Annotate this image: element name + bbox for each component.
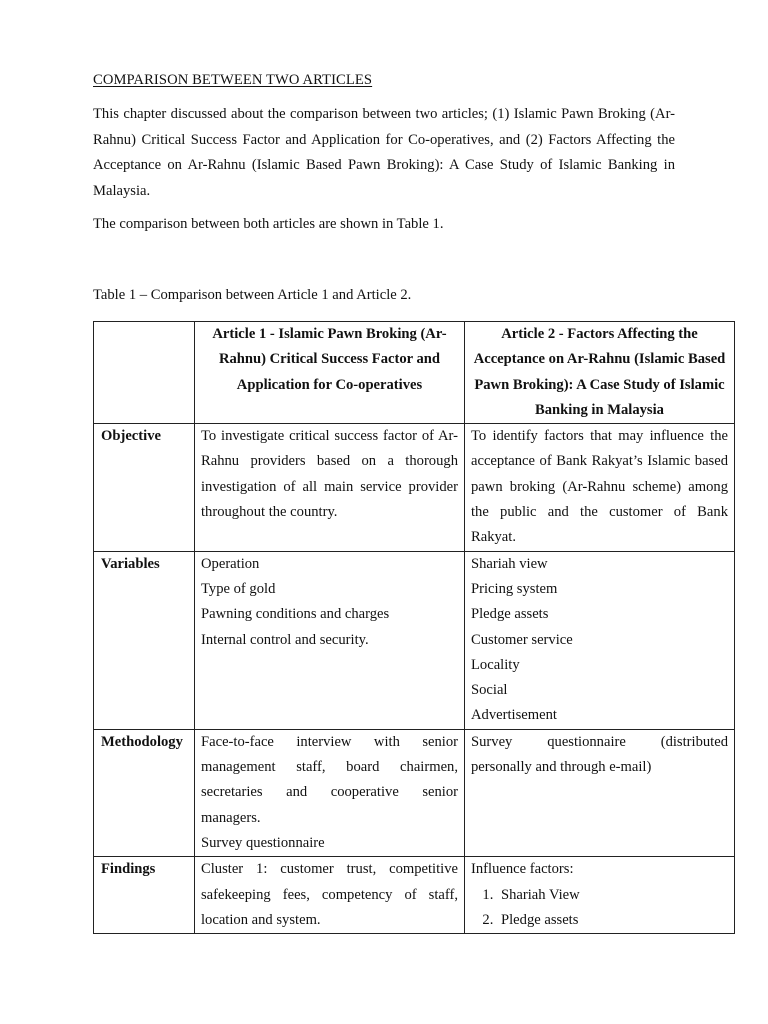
variable-item: Type of gold (201, 580, 276, 597)
variable-item: Customer service (471, 631, 573, 648)
comparison-table (93, 321, 735, 934)
row-label-methodology: Methodology (94, 729, 195, 856)
variable-item: Operation (201, 555, 260, 572)
row-label-findings: Findings (94, 857, 195, 934)
table-row-objective (94, 424, 735, 551)
methodology-article-1 (195, 729, 465, 856)
variable-item: Shariah view (471, 555, 548, 572)
variable-item: Pawning conditions and charges (201, 606, 390, 623)
header-article-1: Article 1 - Islamic Pawn Broking (Ar-Rahnu) Critical Success Factor and Application for Co-operatives (195, 322, 465, 424)
list-item: 1. Shariah View (497, 883, 728, 908)
objective-article-1: To investigate critical success factor of Ar-Rahnu providers based on a thorough investigation of all main service provider throughout the country. (195, 424, 465, 551)
variables-article-1 (195, 551, 465, 729)
intro-paragraph: This chapter discussed about the comparison between two articles; (1) Islamic Pawn Broking (Ar-Rahnu) Critical Success Factor and Application for Co-operatives, and (2) Factors Affecting the Acceptance on Ar-Rahnu (Islamic Based Pawn Broking): A Case Study of Islamic Banking in Malaysia. (93, 106, 675, 199)
methodology-article-2: Survey questionnaire (distributed personally and through e-mail) (465, 729, 735, 856)
variable-item: Locality (471, 656, 520, 673)
table-row-variables (94, 551, 735, 729)
table-reference-sentence: The comparison between both articles are shown in Table 1. (93, 216, 444, 232)
findings-article-1: Cluster 1: customer trust, competitive safekeeping fees, competency of staff, location and system. (195, 857, 465, 934)
variables-article-2 (465, 551, 735, 729)
table-caption: Table 1 – Comparison between Article 1 and Article 2. (93, 287, 412, 303)
table-header-row (94, 322, 735, 424)
findings-article-2-intro: Influence factors: (471, 861, 574, 878)
variable-item: Social (471, 682, 508, 699)
variable-item: Pricing system (471, 580, 558, 597)
variable-item: Advertisement (471, 707, 557, 724)
table-row-findings (94, 857, 735, 934)
row-label-variables: Variables (94, 551, 195, 729)
row-label-objective: Objective (94, 424, 195, 551)
methodology-article-1-extra: Survey questionnaire (201, 834, 325, 851)
findings-list (471, 883, 728, 934)
document-heading: COMPARISON BETWEEN TWO ARTICLES (93, 72, 373, 88)
header-blank-cell (94, 322, 195, 424)
list-item: 2. Pledge assets (497, 908, 728, 933)
header-article-2: Article 2 - Factors Affecting the Acceptance on Ar-Rahnu (Islamic Based Pawn Broking): A Case Study of Islamic Banking in Malaysia (465, 322, 735, 424)
table-row-methodology (94, 729, 735, 856)
methodology-article-1-main: Face-to-face interview with senior management staff, board chairmen, secretaries and cooperative senior managers. (201, 733, 458, 826)
findings-article-2 (465, 857, 735, 934)
variable-item: Internal control and security. (201, 631, 369, 648)
objective-article-2: To identify factors that may influence the acceptance of Bank Rakyat’s Islamic based pawn broking (Ar-Rahnu scheme) among the public and the customer of Bank Rakyat. (465, 424, 735, 551)
variable-item: Pledge assets (471, 606, 549, 623)
